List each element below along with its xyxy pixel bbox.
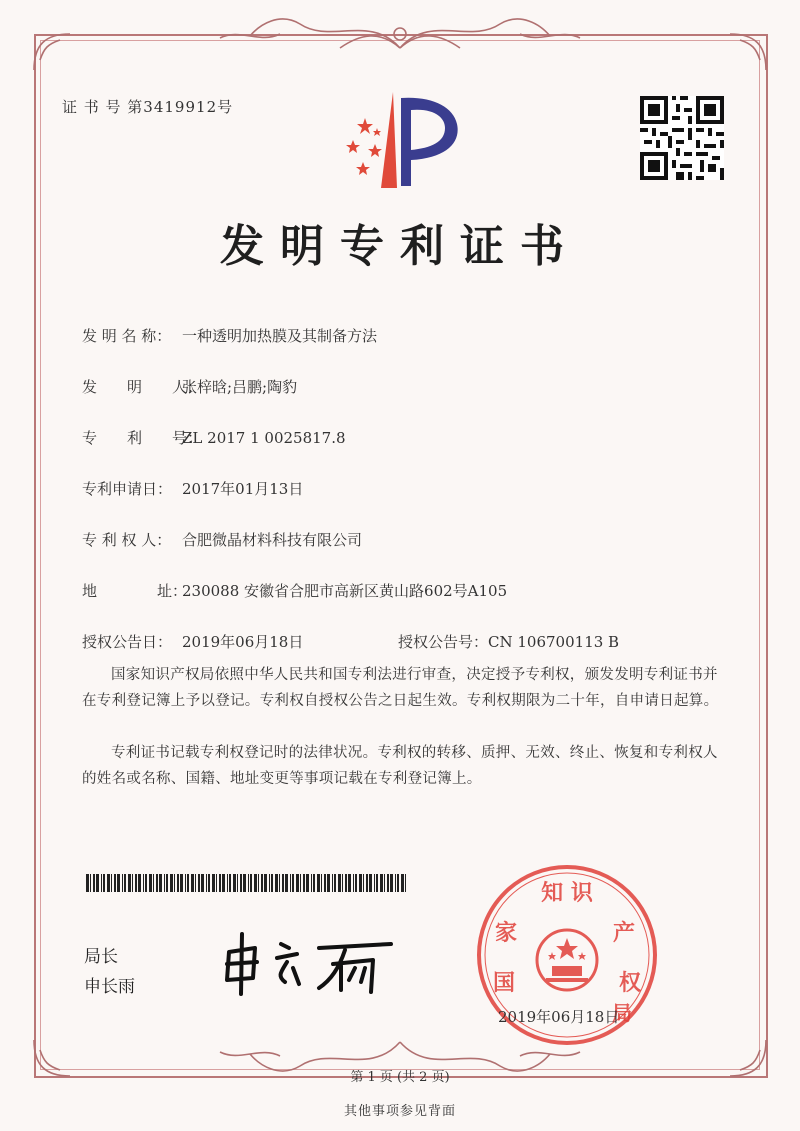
barcode-bar [271, 874, 273, 892]
qr-code[interactable] [640, 96, 724, 180]
barcode-bar [101, 874, 102, 892]
barcode-bar [111, 874, 112, 892]
filing-date-row [82, 478, 303, 499]
barcode-bar [345, 874, 347, 892]
barcode-bar [258, 874, 259, 892]
barcode-bar [233, 874, 236, 892]
barcode-bar [296, 874, 299, 892]
barcode-bar [135, 874, 137, 892]
grant-number-label: 授权公告号： [398, 633, 489, 651]
barcode-bar [261, 874, 263, 892]
barcode-bar [222, 874, 225, 892]
barcode-bar [159, 874, 162, 892]
barcode-bar [306, 874, 309, 892]
barcode-bar [342, 874, 343, 892]
barcode-bar [103, 874, 105, 892]
barcode-bar [275, 874, 278, 892]
filing-date: 2017年01月13日 [182, 480, 304, 498]
barcode-bar [285, 874, 288, 892]
address-row [82, 580, 507, 601]
barcode-bar [384, 874, 385, 892]
svg-text:家: 家 [494, 921, 518, 946]
barcode-bar [86, 874, 89, 892]
barcode-bar [177, 874, 179, 892]
barcode-bar [117, 874, 120, 892]
barcode-bar [206, 874, 207, 892]
barcode-bar [269, 874, 270, 892]
barcode-bar [380, 874, 383, 892]
inventors-row [82, 376, 297, 397]
barcode-bar [216, 874, 217, 892]
grant-date-row [82, 631, 303, 652]
invention-name-label: 发 明 名 称： [82, 327, 172, 345]
corner-ornament-top-right [710, 30, 770, 90]
address: 230088 安徽省合肥市高新区黄山路602号A105 [182, 582, 508, 600]
barcode-bar [355, 874, 357, 892]
svg-text:权: 权 [618, 971, 642, 996]
barcode-bar [282, 874, 284, 892]
barcode-bar [122, 874, 123, 892]
barcode-bar [143, 874, 144, 892]
statement-paragraph-1: 国家知识产权局依照中华人民共和国专利法进行审查，决定授予专利权，颁发发明专利证书并在专利登记簿上予以登记。专利权自授权公告之日起生效。专利权期限为二十年，自申请日起算。 [82, 667, 719, 709]
barcode-bar [353, 874, 354, 892]
barcode-bar [390, 874, 393, 892]
barcode-bar [279, 874, 280, 892]
barcode-bar [327, 874, 330, 892]
barcode-bar [387, 874, 389, 892]
barcode-bar [156, 874, 158, 892]
barcode-bar [187, 874, 189, 892]
barcode-bar [227, 874, 228, 892]
svg-text:产: 产 [612, 921, 636, 946]
patentee-label: 专 利 权 人： [82, 531, 172, 549]
barcode [86, 874, 408, 892]
patent-number-row [82, 427, 346, 448]
barcode-bar [401, 874, 404, 892]
patent-number-label: 专 利 号： [82, 429, 203, 447]
barcode-bar [397, 874, 399, 892]
address-label: 地 址： [82, 582, 188, 600]
grant-number-row [398, 631, 619, 652]
barcode-bar [145, 874, 147, 892]
barcode-bar [208, 874, 210, 892]
certificate-title: 发明专利证书 [220, 221, 580, 272]
barcode-bar [195, 874, 196, 892]
director-signature [215, 928, 405, 998]
barcode-bar [338, 874, 341, 892]
barcode-bar [138, 874, 141, 892]
barcode-bar [332, 874, 333, 892]
barcode-bar [107, 874, 110, 892]
inventors-label: 发 明 人： [82, 378, 203, 396]
barcode-bar [321, 874, 322, 892]
barcode-bar [313, 874, 315, 892]
patent-office-emblem-icon [335, 88, 465, 198]
barcode-bar [243, 874, 246, 892]
barcode-bar [376, 874, 378, 892]
barcode-bar [254, 874, 257, 892]
barcode-bar [174, 874, 175, 892]
barcode-bar [311, 874, 312, 892]
page-number: 第 1 页 (共 2 页) [350, 1070, 450, 1085]
director-name: 申长雨 [84, 977, 135, 997]
statement-paragraph-2: 专利证书记载专利权登记时的法律状况。专利权的转移、质押、无效、终止、恢复和专利权人的姓名或名称、国籍、地址变更等事项记载在专利登记簿上。 [82, 745, 718, 787]
barcode-bar [198, 874, 200, 892]
barcode-bar [366, 874, 368, 892]
barcode-bar [317, 874, 320, 892]
barcode-bar [212, 874, 215, 892]
barcode-bar [132, 874, 133, 892]
barcode-bar [369, 874, 372, 892]
top-ornament [200, 4, 600, 60]
barcode-bar [166, 874, 168, 892]
certificate-number: 证 书 号 第3419912号 [62, 98, 234, 116]
patent-number: ZL 2017 1 0025817.8 [182, 429, 346, 447]
svg-text:知 识: 知 识 [541, 881, 593, 906]
barcode-bar [292, 874, 294, 892]
director-title: 局长 [84, 947, 118, 967]
barcode-bar [303, 874, 305, 892]
barcode-bar [405, 874, 406, 892]
barcode-bar [153, 874, 154, 892]
barcode-bar [164, 874, 165, 892]
grant-date-label: 授权公告日： [82, 633, 173, 651]
barcode-bar [264, 874, 267, 892]
barcode-bar [170, 874, 173, 892]
barcode-bar [359, 874, 362, 892]
invention-name: 一种透明加热膜及其制备方法 [182, 327, 378, 345]
barcode-bar [149, 874, 152, 892]
barcode-bar [348, 874, 351, 892]
footer-note: 其他事项参见背面 [343, 1104, 456, 1119]
barcode-bar [395, 874, 396, 892]
barcode-bar [240, 874, 242, 892]
barcode-bar [248, 874, 249, 892]
barcode-bar [324, 874, 326, 892]
barcode-bar [300, 874, 301, 892]
barcode-bar [185, 874, 186, 892]
patentee: 合肥微晶材料科技有限公司 [182, 531, 363, 549]
patentee-row [82, 529, 362, 550]
barcode-bar [237, 874, 238, 892]
grant-date: 2019年06月18日 [182, 633, 304, 651]
barcode-bar [124, 874, 126, 892]
barcode-bar [114, 874, 116, 892]
barcode-bar [90, 874, 91, 892]
barcode-bar [128, 874, 131, 892]
barcode-bar [201, 874, 204, 892]
barcode-bar [250, 874, 252, 892]
barcode-bar [191, 874, 194, 892]
barcode-bar [229, 874, 231, 892]
barcode-bar [93, 874, 95, 892]
filing-date-label: 专利申请日： [82, 480, 173, 498]
barcode-bar [334, 874, 336, 892]
barcode-bar [219, 874, 221, 892]
barcode-bar [180, 874, 183, 892]
svg-text:国: 国 [492, 971, 516, 996]
barcode-bar [363, 874, 364, 892]
svg-text:局: 局 [612, 1001, 632, 1025]
barcode-bar [374, 874, 375, 892]
corner-ornament-top-left [30, 30, 90, 90]
invention-name-row [82, 325, 377, 346]
seal-date: 2019年06月18日 [498, 1008, 620, 1026]
grant-number: CN 106700113 B [488, 633, 620, 651]
inventors: 张梓晗;吕鹏;陶豹 [182, 378, 298, 396]
barcode-bar [290, 874, 291, 892]
barcode-bar [96, 874, 99, 892]
